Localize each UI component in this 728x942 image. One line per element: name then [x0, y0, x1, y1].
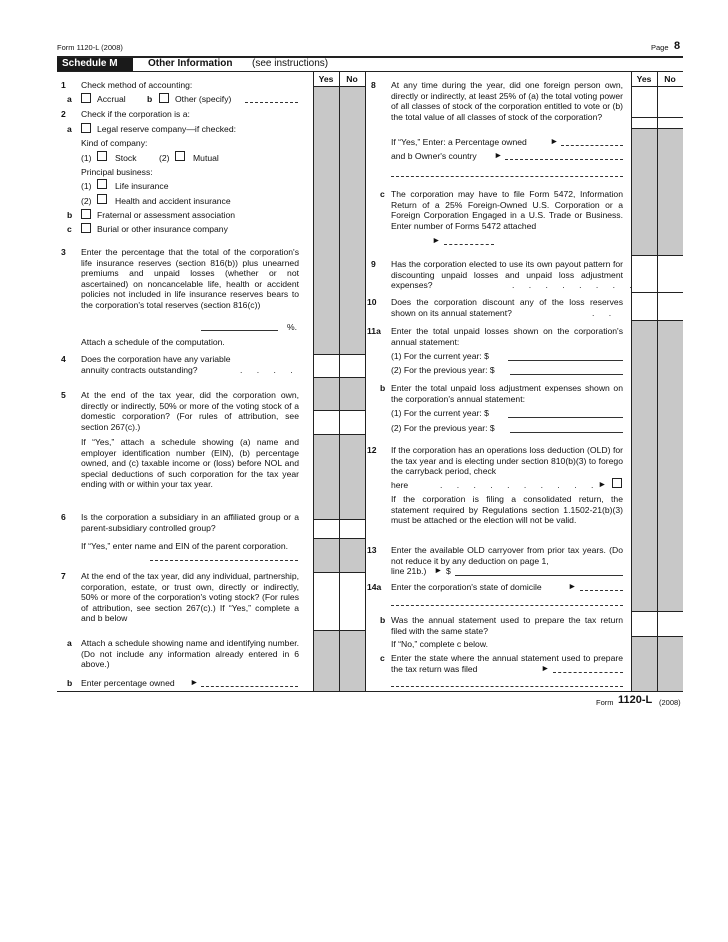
line-13-num: 13	[367, 545, 377, 555]
right-col-header-rule	[631, 86, 683, 87]
line-1b-letter: b	[147, 94, 153, 104]
line-7b-letter: b	[67, 678, 73, 688]
line-11b-1: (1) For the current year: $	[391, 408, 489, 418]
left-no-header: No	[346, 74, 358, 84]
pb-1-num: (1)	[81, 181, 92, 191]
percentage-field[interactable]	[201, 330, 278, 331]
line-12-here: here	[391, 480, 409, 490]
line-1-text: Check method of accounting:	[81, 80, 193, 90]
right-yes-shade-2	[632, 321, 657, 611]
arrow-icon: ►	[550, 136, 559, 146]
fraternal-checkbox[interactable]	[81, 209, 91, 219]
line-11b-letter: b	[380, 383, 386, 393]
row-rule	[313, 572, 365, 573]
right-no-shade-1	[658, 129, 683, 255]
left-yes-shade-2	[314, 378, 339, 410]
line-6-if-yes: If “Yes,” enter name and EIN of the parent corporation.	[81, 541, 289, 551]
left-no-shade-4	[340, 539, 365, 572]
line-10-text: Does the corporation discount any of the loss reserves shown on its annual statement?	[391, 297, 623, 318]
line-2a-letter: a	[67, 124, 72, 134]
state-of-domicile-field[interactable]	[580, 590, 623, 591]
burial-checkbox[interactable]	[81, 223, 91, 233]
left-no-shade-1	[340, 87, 365, 354]
unpaid-losses-previous-field[interactable]	[510, 374, 623, 375]
schedule-rule	[57, 71, 683, 72]
line-11b-text: Enter the total unpaid loss adjustment expenses shown on the corporation's annual statement:	[391, 383, 623, 404]
line-13-dollar: $	[446, 566, 451, 576]
line-12-text: If the corporation has an operations loss deduction (OLD) for the tax year and is electing under section 810(b)(3) to forego the carryback period, check	[391, 445, 623, 476]
attach-computation: Attach a schedule of the computation.	[81, 337, 225, 347]
arrow-icon: ►	[190, 677, 199, 687]
other-method-checkbox[interactable]	[159, 93, 169, 103]
arrow-icon: ►	[568, 581, 577, 591]
arrow-icon: ►	[541, 663, 550, 673]
line-2c-letter: c	[67, 224, 72, 234]
line-8-text: At any time during the year, did one foreign person own, directly or indirectly, at least 25% of (a) the total voting power of all classes of stock of the corporation entitled to vote or (b) the total value of all classes of stock of the corporation?	[391, 80, 623, 122]
line-4-leader: . . . .	[240, 365, 299, 375]
state-filed-field[interactable]	[553, 672, 623, 673]
line-8-owner: and b Owner's country	[391, 151, 477, 161]
burial-label: Burial or other insurance company	[97, 224, 228, 234]
line-4-num: 4	[61, 354, 66, 364]
row-rule	[313, 519, 365, 520]
line-8c-text: The corporation may have to file Form 5472, Information Return of a 25% Foreign-Owned U.S. Corporation or a Foreign Corporation Engaged in a U.S. Trade or Business. Enter number of Forms 5472 attached	[391, 189, 623, 231]
left-yes-shade-3	[314, 435, 339, 519]
principal-business-label: Principal business:	[81, 167, 153, 177]
owner-country-field-2[interactable]	[391, 176, 623, 177]
line-5-num: 5	[61, 390, 66, 400]
left-no-shade-2	[340, 378, 365, 410]
right-yes-shade-1	[632, 129, 657, 255]
line-12-num: 12	[367, 445, 377, 455]
line-14b-text: Was the annual statement used to prepare the tax return filed with the same state?	[391, 615, 623, 636]
kind-2-num: (2)	[159, 153, 170, 163]
page-number: 8	[674, 40, 681, 52]
schedule-title: Other Information	[148, 58, 233, 69]
legal-reserve-checkbox[interactable]	[81, 123, 91, 133]
line-13-text: Enter the available OLD carryover from prior tax years. (Do not reduce it by any deduction on page 1,	[391, 545, 623, 566]
health-accident-label: Health and accident insurance	[115, 196, 231, 206]
line-7b-text: Enter percentage owned	[81, 678, 175, 688]
line-1-num: 1	[61, 80, 66, 90]
line-3-text: Enter the percentage that the total of the corporation's life insurance reserves (section 816(b)) plus unearned premiums and unpaid losses (whether or not ascertained) on noncancelable life, health or accident policies not included in life insurance reserves bears to the corporation's total reserves (section 816(c))	[81, 247, 299, 310]
line-8c-letter: c	[380, 189, 385, 199]
line-11a-1: (1) For the current year: $	[391, 351, 489, 361]
line-11a-2: (2) For the previous year: $	[391, 365, 495, 375]
row-rule	[631, 255, 683, 256]
line-6-text: Is the corporation a subsidiary in an affiliated group or a parent-subsidiary controlled group?	[81, 512, 299, 533]
line-14c-letter: c	[380, 653, 385, 663]
line-6-num: 6	[61, 512, 66, 522]
line-9-text: Has the corporation elected to use its own payout pattern for discounting unpaid losses and unpaid loss adjustment expenses?	[391, 259, 623, 290]
page-label: Page	[651, 43, 669, 52]
line-11a-num: 11a	[367, 326, 381, 336]
percentage-owned-8-field[interactable]	[561, 145, 623, 146]
left-no-shade-3	[340, 435, 365, 519]
line-12-consolidated: If the corporation is filing a consolidated return, the statement required by Regulations section 1.1502-21(b)(3) must be attached or the election will not be valid.	[391, 494, 623, 525]
row-rule	[313, 410, 365, 411]
fraternal-label: Fraternal or assessment association	[97, 210, 236, 220]
footer-form-number: 1120-L	[618, 694, 653, 706]
schedule-name: Schedule M	[62, 58, 118, 69]
line-5-text: At the end of the tax year, did the corporation own, directly or indirectly, 50% or more of the voting stock of a domestic corporation? (For rules of attribution, see section 267(c).)	[81, 390, 299, 432]
line-14c-text: Enter the state where the annual statement used to prepare the tax return was filed	[391, 653, 623, 674]
line-12-leader: . . . . . . . . . .	[440, 480, 600, 490]
right-no-shade-3	[658, 637, 683, 691]
right-yes-shade-3	[632, 637, 657, 691]
line-11b-2: (2) For the previous year: $	[391, 423, 495, 433]
parent-corp-field[interactable]	[150, 560, 298, 561]
stock-label: Stock	[115, 153, 137, 163]
mutual-checkbox[interactable]	[175, 151, 185, 161]
owner-country-field[interactable]	[505, 159, 623, 160]
other-method-label: Other (specify)	[175, 94, 232, 104]
forms-5472-field[interactable]	[444, 244, 494, 245]
row-rule	[631, 292, 683, 293]
mutual-label: Mutual	[193, 153, 219, 163]
arrow-icon: ►	[598, 479, 607, 489]
left-no-shade-5	[340, 631, 365, 691]
row-rule	[631, 611, 683, 612]
life-insurance-label: Life insurance	[115, 181, 169, 191]
line-8-num: 8	[371, 80, 376, 90]
line-7-text: At the end of the tax year, did any individual, partnership, corporation, estate, or trust own, directly or indirectly, 50% or more of the corporation's voting stock? (For rules of attribution, see section 267(c).) If “Yes,” complete a and b below	[81, 571, 299, 623]
stock-checkbox[interactable]	[97, 151, 107, 161]
line-2-num: 2	[61, 109, 66, 119]
unpaid-lae-current-field[interactable]	[508, 417, 623, 418]
arrow-icon: ►	[432, 235, 441, 245]
line-7a-letter: a	[67, 638, 72, 648]
line-10-leader: . .	[592, 308, 618, 318]
arrow-icon: ►	[494, 150, 503, 160]
line-8-if-yes: If “Yes,” Enter: a Percentage owned	[391, 137, 527, 147]
left-yes-shade-5	[314, 631, 339, 691]
legal-reserve-label: Legal reserve company—if checked:	[97, 124, 237, 134]
footer-form-word: Form	[596, 698, 614, 707]
form-id: Form 1120-L (2008)	[57, 43, 123, 52]
unpaid-lae-previous-field[interactable]	[510, 432, 623, 433]
left-col-border-right	[365, 71, 366, 691]
old-carryover-field[interactable]	[455, 575, 623, 576]
line-3-num: 3	[61, 247, 66, 257]
accrual-label: Accrual	[97, 94, 126, 104]
right-yes-header: Yes	[636, 74, 652, 84]
state-filed-field-2[interactable]	[391, 686, 623, 687]
arrow-icon: ►	[434, 565, 443, 575]
row-rule	[631, 117, 683, 118]
line-14a-num: 14a	[367, 582, 382, 592]
footer-year: (2008)	[659, 698, 681, 707]
schedule-subtitle: (see instructions)	[252, 58, 329, 69]
line-4-line1: Does the corporation have any variable	[81, 354, 231, 364]
line-13-line: line 21b.)	[391, 566, 427, 576]
line-10-num: 10	[367, 297, 377, 307]
health-accident-checkbox[interactable]	[97, 194, 107, 204]
line-4-line2: annuity contracts outstanding?	[81, 365, 198, 375]
line-2b-letter: b	[67, 210, 73, 220]
line-7a-text: Attach a schedule showing name and identifying number. (Do not include any information already entered in 6 above.)	[81, 638, 299, 669]
percentage-owned-field[interactable]	[201, 686, 298, 687]
percent-sign: %.	[287, 322, 298, 332]
bottom-rule	[57, 691, 683, 692]
life-insurance-checkbox[interactable]	[97, 179, 107, 189]
other-method-field[interactable]	[245, 102, 298, 103]
line-14a-text: Enter the corporation's state of domicile	[391, 582, 542, 592]
line-14b-if-no: If “No,” complete c below.	[391, 639, 488, 649]
line-2-text: Check if the corporation is a:	[81, 109, 190, 119]
kind-1-num: (1)	[81, 153, 92, 163]
old-election-checkbox[interactable]	[612, 478, 622, 488]
line-14b-letter: b	[380, 615, 386, 625]
right-no-header: No	[664, 74, 676, 84]
line-9-leader: . . . . . . . .	[512, 280, 638, 290]
right-no-shade-2	[658, 321, 683, 611]
line-9-num: 9	[371, 259, 376, 269]
left-yes-header: Yes	[318, 74, 334, 84]
row-rule	[313, 354, 365, 355]
kind-of-company-label: Kind of company:	[81, 138, 148, 148]
line-1a-letter: a	[67, 94, 72, 104]
line-7-num: 7	[61, 571, 66, 581]
line-5-if-yes: If “Yes,” attach a schedule showing (a) name and employer identification number (EIN), (b) percentage owned, and (c) taxable income or (loss) before NOL and special deductions of such corporation for the tax year ending with or within your tax year.	[81, 437, 299, 489]
left-yes-shade-1	[314, 87, 339, 354]
left-yes-shade-4	[314, 539, 339, 572]
line-11a-text: Enter the total unpaid losses shown on the corporation's annual statement:	[391, 326, 623, 347]
accrual-checkbox[interactable]	[81, 93, 91, 103]
state-of-domicile-field-2[interactable]	[391, 605, 623, 606]
pb-2-num: (2)	[81, 196, 92, 206]
unpaid-losses-current-field[interactable]	[508, 360, 623, 361]
